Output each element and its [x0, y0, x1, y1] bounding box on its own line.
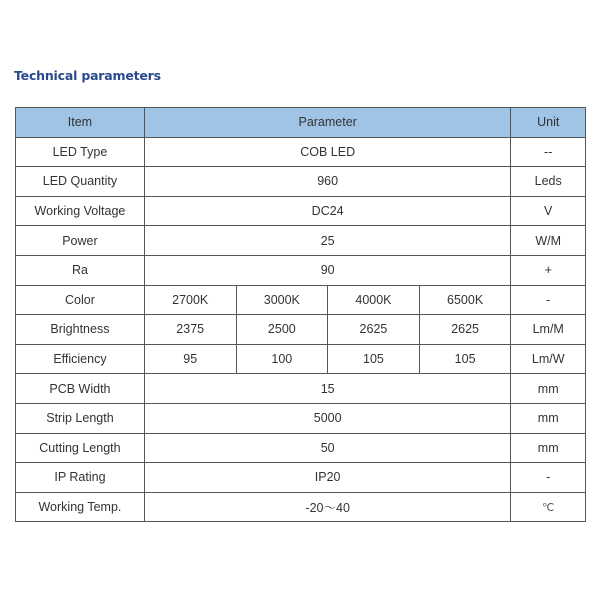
row-unit: Lm/W: [511, 344, 586, 374]
row-item: Color: [16, 285, 145, 315]
header-item: Item: [16, 108, 145, 138]
table-row: [16, 463, 586, 493]
row-value: 105: [328, 344, 420, 374]
row-unit: mm: [511, 433, 586, 463]
row-unit: mm: [511, 374, 586, 404]
table-row: [16, 255, 586, 285]
row-value: 6500K: [419, 285, 511, 315]
table-row: [16, 167, 586, 197]
table-row: [16, 374, 586, 404]
row-value: DC24: [144, 196, 511, 226]
table-row: [16, 492, 586, 522]
row-value: 100: [236, 344, 328, 374]
row-unit: V: [511, 196, 586, 226]
table-row-color: [16, 285, 586, 315]
row-item: Ra: [16, 255, 145, 285]
row-value: 960: [144, 167, 511, 197]
row-value: 2700K: [144, 285, 236, 315]
table-row: [16, 433, 586, 463]
row-item: Working Temp.: [16, 492, 145, 522]
row-unit: mm: [511, 403, 586, 433]
row-value: 105: [419, 344, 511, 374]
technical-parameters-table: [15, 107, 586, 522]
row-item: Working Voltage: [16, 196, 145, 226]
row-value: 2500: [236, 315, 328, 345]
row-unit: Leds: [511, 167, 586, 197]
table-row: [16, 403, 586, 433]
row-unit: ℃: [511, 492, 586, 522]
row-item: IP Rating: [16, 463, 145, 493]
table-row-efficiency: [16, 344, 586, 374]
row-value: 3000K: [236, 285, 328, 315]
table-row-brightness: [16, 315, 586, 345]
table-row: [16, 137, 586, 167]
row-item: Strip Length: [16, 403, 145, 433]
row-unit: W/M: [511, 226, 586, 256]
row-value: 15: [144, 374, 511, 404]
row-unit: +: [511, 255, 586, 285]
row-value: 25: [144, 226, 511, 256]
row-value: 95: [144, 344, 236, 374]
row-value: 50: [144, 433, 511, 463]
row-value: 2625: [419, 315, 511, 345]
row-unit: --: [511, 137, 586, 167]
row-item: Brightness: [16, 315, 145, 345]
row-item: PCB Width: [16, 374, 145, 404]
row-unit: Lm/M: [511, 315, 586, 345]
row-value: 2625: [328, 315, 420, 345]
section-title: Technical parameters: [14, 68, 161, 83]
row-value: -20～40: [144, 492, 511, 522]
row-item: LED Quantity: [16, 167, 145, 197]
row-value: IP20: [144, 463, 511, 493]
row-item: Power: [16, 226, 145, 256]
row-value: 5000: [144, 403, 511, 433]
row-unit: -: [511, 285, 586, 315]
row-value: 2375: [144, 315, 236, 345]
row-item: LED Type: [16, 137, 145, 167]
row-value: 4000K: [328, 285, 420, 315]
row-value: 90: [144, 255, 511, 285]
table-header-row: [16, 108, 586, 138]
table-row: [16, 196, 586, 226]
row-item: Efficiency: [16, 344, 145, 374]
header-parameter: Parameter: [144, 108, 511, 138]
row-unit: -: [511, 463, 586, 493]
header-unit: Unit: [511, 108, 586, 138]
table-row: [16, 226, 586, 256]
row-item: Cutting Length: [16, 433, 145, 463]
row-value: COB LED: [144, 137, 511, 167]
